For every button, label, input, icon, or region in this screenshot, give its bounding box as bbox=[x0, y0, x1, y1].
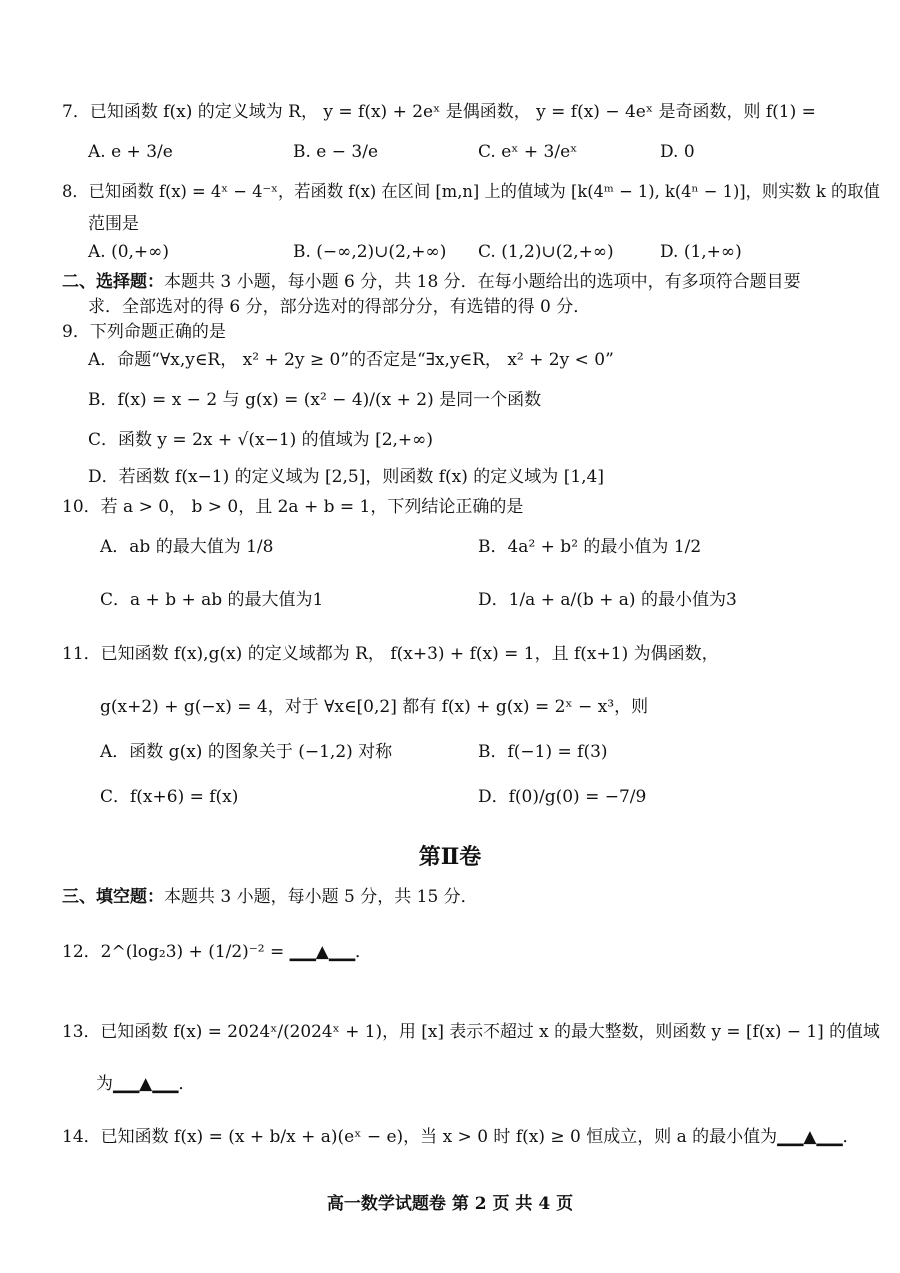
q8-option-a: A. (0,+∞) bbox=[88, 242, 169, 262]
q7-stem: 7．已知函数 f(x) 的定义域为 R， y = f(x) + 2eˣ 是偶函数， y = f(x) − 4eˣ 是奇函数，则 f(1) = bbox=[62, 102, 816, 122]
q7-option-d: D. 0 bbox=[660, 142, 695, 162]
q7-option-c: C. eˣ + 3/eˣ bbox=[478, 142, 578, 162]
volume-2-title: 第Ⅱ卷 bbox=[418, 844, 482, 870]
q10-option-a: A．ab 的最大值为 1/8 bbox=[100, 537, 274, 557]
q7-option-a: A. e + 3/e bbox=[88, 142, 173, 162]
q8-stem: 8．已知函数 f(x) = 4ˣ − 4⁻ˣ，若函数 f(x) 在区间 [m,n] 上的值域为 [k(4ᵐ − 1), k(4ⁿ − 1)]，则实数 k 的取值 bbox=[62, 182, 880, 202]
page-footer: 高一数学试题卷 第 2 页 共 4 页 bbox=[326, 1194, 574, 1214]
q9-stem: 9．下列命题正确的是 bbox=[62, 322, 226, 342]
q8-option-c: C. (1,2)∪(2,+∞) bbox=[478, 242, 614, 262]
section-2-heading bbox=[62, 270, 801, 294]
q11-option-c: C．f(x+6) = f(x) bbox=[100, 787, 239, 807]
q14-stem: 14．已知函数 f(x) = (x + b/x + a)(eˣ − e)，当 x > 0 时 f(x) ≥ 0 恒成立，则 a 的最小值为▁▁▲▁▁． bbox=[62, 1127, 860, 1147]
q10-option-d: D．1/a + a/(b + a) 的最小值为3 bbox=[478, 590, 737, 610]
q13-stem: 13．已知函数 f(x) = 2024ˣ/(2024ˣ + 1)，用 [x] 表示不超过 x 的最大整数，则函数 y = [f(x) − 1] 的值域 bbox=[62, 1022, 880, 1042]
q8-option-b: B. (−∞,2)∪(2,+∞) bbox=[293, 242, 447, 262]
q11-stem-cont: g(x+2) + g(−x) = 4，对于 ∀x∈[0,2] 都有 f(x) + g(x) = 2ˣ − x³，则 bbox=[100, 697, 649, 717]
q8-option-d: D. (1,+∞) bbox=[660, 242, 742, 262]
section-2-label: 二、选择题： bbox=[62, 272, 164, 292]
section-3-text: 本题共 3 小题，每小题 5 分，共 15 分． bbox=[164, 887, 478, 907]
q10-option-b: B．4a² + b² 的最小值为 1/2 bbox=[478, 537, 702, 557]
q9-option-b: B．f(x) = x − 2 与 g(x) = (x² − 4)/(x + 2) 是同一个函数 bbox=[88, 390, 542, 410]
q11-option-b: B．f(−1) = f(3) bbox=[478, 742, 608, 762]
q11-option-d: D．f(0)/g(0) = −7/9 bbox=[478, 787, 647, 807]
q11-option-a: A．函数 g(x) 的图象关于 (−1,2) 对称 bbox=[100, 742, 393, 762]
q9-option-c: C．函数 y = 2x + √(x−1) 的值域为 [2,+∞) bbox=[88, 430, 433, 450]
section-3-label: 三、填空题： bbox=[62, 887, 164, 907]
q8-stem-cont: 范围是 bbox=[88, 214, 139, 234]
q11-stem: 11．已知函数 f(x),g(x) 的定义域都为 R， f(x+3) + f(x) = 1，且 f(x+1) 为偶函数， bbox=[62, 644, 719, 664]
q7-option-b: B. e − 3/e bbox=[293, 142, 379, 162]
q9-option-d: D．若函数 f(x−1) 的定义域为 [2,5]，则函数 f(x) 的定义域为 [1,4] bbox=[88, 467, 605, 487]
q13-stem-cont: 为▁▁▲▁▁． bbox=[96, 1074, 196, 1094]
section-2-text: 本题共 3 小题，每小题 6 分，共 18 分．在每小题给出的选项中，有多项符合题目要 bbox=[164, 272, 801, 292]
q12-stem: 12．2^(log₂3) + (1/2)⁻² = ▁▁▲▁▁． bbox=[62, 942, 373, 962]
q10-stem: 10．若 a > 0， b > 0，且 2a + b = 1，下列结论正确的是 bbox=[62, 497, 524, 517]
q9-option-a: A．命题“∀x,y∈R， x² + 2y ≥ 0”的否定是“∃x,y∈R， x² + 2y < 0” bbox=[88, 350, 614, 370]
section-3-heading bbox=[62, 885, 478, 909]
section-2-text-cont: 求．全部选对的得 6 分，部分选对的得部分分，有选错的得 0 分． bbox=[88, 297, 591, 317]
q10-option-c: C．a + b + ab 的最大值为1 bbox=[100, 590, 324, 610]
